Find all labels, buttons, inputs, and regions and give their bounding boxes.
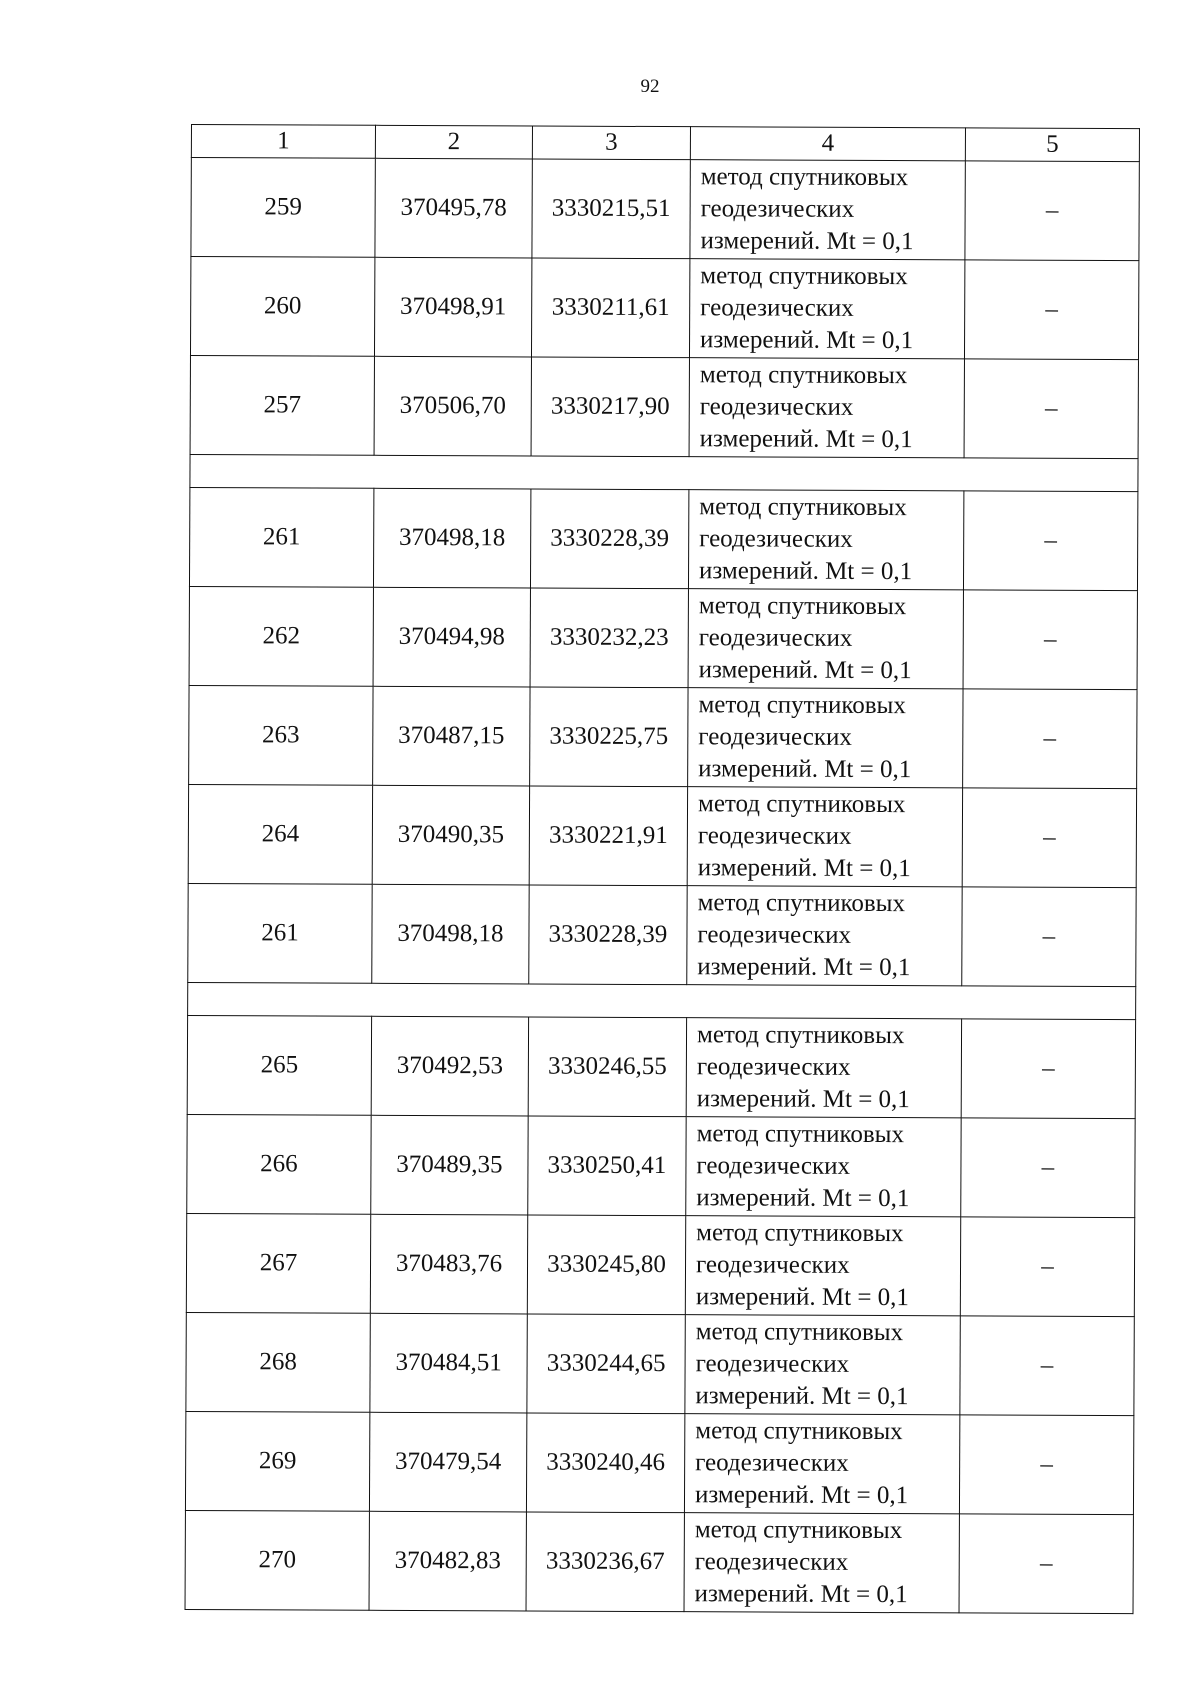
x-coordinate-cell: 370487,15 xyxy=(373,686,530,786)
method-line: геодезических xyxy=(697,921,852,949)
method-line: измерений. Mt = 0,1 xyxy=(695,1283,910,1312)
y-coordinate-cell: 3330244,65 xyxy=(527,1314,685,1414)
method-line: измерений. Mt = 0,1 xyxy=(700,227,914,256)
method-cell xyxy=(684,1414,959,1514)
table-row xyxy=(185,1510,1133,1613)
method-line: метод спутниковых xyxy=(700,262,908,291)
method-line: геодезических xyxy=(695,1251,850,1279)
header-cell-2: 2 xyxy=(375,125,532,159)
point-number-cell: 261 xyxy=(188,883,372,983)
method-line: метод спутниковых xyxy=(695,1318,904,1347)
method-line: геодезических xyxy=(696,1053,851,1081)
method-cell xyxy=(690,160,965,260)
accuracy-cell: – xyxy=(963,590,1137,690)
method-line: измерений. Mt = 0,1 xyxy=(698,656,912,685)
x-coordinate-cell: 370506,70 xyxy=(374,356,531,456)
y-coordinate-cell: 3330246,55 xyxy=(528,1017,686,1117)
method-line: измерений. Mt = 0,1 xyxy=(697,953,911,982)
method-line: измерений. Mt = 0,1 xyxy=(699,425,913,454)
method-cell xyxy=(686,1117,961,1217)
table-row xyxy=(188,784,1136,887)
separator-cell xyxy=(190,454,1138,491)
point-number-cell: 268 xyxy=(186,1312,370,1412)
method-cell xyxy=(688,688,963,788)
table-row xyxy=(189,685,1137,788)
x-coordinate-cell: 370489,35 xyxy=(371,1115,528,1215)
method-line: измерений. Mt = 0,1 xyxy=(694,1580,908,1609)
method-cell xyxy=(687,787,962,887)
table-row xyxy=(186,1213,1134,1316)
method-line: метод спутниковых xyxy=(698,592,907,621)
point-number-cell: 257 xyxy=(190,355,374,455)
accuracy-cell: – xyxy=(964,260,1138,360)
point-number-cell: 261 xyxy=(189,487,373,587)
method-line: геодезических xyxy=(699,393,854,421)
point-number-cell: 265 xyxy=(187,1015,371,1115)
method-line: геодезических xyxy=(700,294,854,322)
table-row xyxy=(190,257,1138,360)
method-line: метод спутниковых xyxy=(700,163,909,192)
point-number-cell: 259 xyxy=(191,158,375,258)
table-row xyxy=(190,355,1138,458)
point-number-cell: 267 xyxy=(186,1213,370,1313)
method-cell xyxy=(685,1315,960,1415)
point-number-cell: 269 xyxy=(185,1411,369,1511)
x-coordinate-cell: 370479,54 xyxy=(369,1412,526,1512)
point-number-cell: 266 xyxy=(187,1114,371,1214)
point-number-cell: 260 xyxy=(190,257,374,357)
y-coordinate-cell: 3330225,75 xyxy=(530,687,688,787)
page-number: 92 xyxy=(640,76,660,97)
table-row xyxy=(187,1015,1135,1118)
separator-cell xyxy=(188,982,1136,1019)
method-line: измерений. Mt = 0,1 xyxy=(695,1382,909,1411)
method-cell xyxy=(689,259,964,359)
y-coordinate-cell: 3330245,80 xyxy=(527,1215,685,1315)
method-line: измерений. Mt = 0,1 xyxy=(698,755,912,784)
table-row xyxy=(187,1114,1135,1217)
accuracy-cell: – xyxy=(959,1415,1133,1515)
coordinates-table xyxy=(185,124,1140,1614)
method-cell xyxy=(685,1216,960,1316)
x-coordinate-cell: 370498,91 xyxy=(374,257,531,357)
accuracy-cell: – xyxy=(960,1316,1134,1416)
method-cell xyxy=(687,886,962,986)
x-coordinate-cell: 370498,18 xyxy=(373,488,530,588)
header-cell-3: 3 xyxy=(532,126,690,160)
method-line: геодезических xyxy=(700,195,855,223)
accuracy-cell: – xyxy=(963,491,1137,591)
method-cell xyxy=(689,358,964,458)
accuracy-cell: – xyxy=(965,161,1139,261)
header-cell-4: 4 xyxy=(690,127,965,161)
section-separator-row xyxy=(190,454,1138,491)
method-line: геодезических xyxy=(699,525,853,553)
method-cell xyxy=(684,1513,959,1613)
method-line: метод спутниковых xyxy=(695,1417,903,1446)
method-line: геодезических xyxy=(697,822,852,850)
method-cell xyxy=(686,1018,961,1118)
method-line: геодезических xyxy=(694,1548,849,1576)
method-line: геодезических xyxy=(695,1449,849,1477)
x-coordinate-cell: 370490,35 xyxy=(372,785,529,885)
y-coordinate-cell: 3330215,51 xyxy=(532,159,690,259)
y-coordinate-cell: 3330240,46 xyxy=(526,1413,684,1513)
x-coordinate-cell: 370492,53 xyxy=(371,1016,528,1116)
table-row xyxy=(191,158,1139,261)
table-row xyxy=(185,1411,1133,1514)
accuracy-cell: – xyxy=(963,689,1137,789)
point-number-cell: 264 xyxy=(188,784,372,884)
method-line: метод спутниковых xyxy=(696,1021,905,1050)
accuracy-cell: – xyxy=(962,887,1136,987)
table-header-row xyxy=(191,125,1139,162)
x-coordinate-cell: 370494,98 xyxy=(373,587,530,687)
method-line: измерений. Mt = 0,1 xyxy=(697,854,911,883)
section-separator-row xyxy=(188,982,1136,1019)
y-coordinate-cell: 3330217,90 xyxy=(531,357,689,457)
method-line: измерений. Mt = 0,1 xyxy=(700,326,914,355)
accuracy-cell: – xyxy=(959,1514,1133,1614)
table-row xyxy=(189,586,1137,689)
point-number-cell: 270 xyxy=(185,1510,369,1610)
method-cell xyxy=(688,589,963,689)
method-line: метод спутниковых xyxy=(696,1219,904,1248)
method-line: метод спутниковых xyxy=(698,691,906,720)
method-line: метод спутниковых xyxy=(696,1120,905,1149)
method-line: геодезических xyxy=(695,1350,850,1378)
y-coordinate-cell: 3330232,23 xyxy=(530,588,688,688)
method-line: метод спутниковых xyxy=(699,493,907,522)
method-line: геодезических xyxy=(698,624,853,652)
x-coordinate-cell: 370498,18 xyxy=(372,884,529,984)
accuracy-cell: – xyxy=(962,788,1136,888)
method-line: метод спутниковых xyxy=(699,361,908,390)
method-line: измерений. Mt = 0,1 xyxy=(696,1085,910,1114)
x-coordinate-cell: 370484,51 xyxy=(370,1313,527,1413)
accuracy-cell: – xyxy=(961,1118,1135,1218)
y-coordinate-cell: 3330211,61 xyxy=(531,258,689,358)
method-line: измерений. Mt = 0,1 xyxy=(694,1481,909,1510)
y-coordinate-cell: 3330236,67 xyxy=(526,1512,684,1612)
header-cell-5: 5 xyxy=(965,128,1139,162)
method-line: метод спутниковых xyxy=(694,1516,903,1545)
header-cell-1: 1 xyxy=(191,125,375,159)
coordinates-table-body xyxy=(185,125,1139,1614)
method-line: измерений. Mt = 0,1 xyxy=(698,557,913,586)
y-coordinate-cell: 3330221,91 xyxy=(529,786,687,886)
x-coordinate-cell: 370483,76 xyxy=(370,1214,527,1314)
method-line: геодезических xyxy=(698,723,852,751)
table-row xyxy=(188,883,1136,986)
y-coordinate-cell: 3330228,39 xyxy=(529,885,687,985)
accuracy-cell: – xyxy=(960,1217,1134,1317)
y-coordinate-cell: 3330228,39 xyxy=(530,489,688,589)
method-line: метод спутниковых xyxy=(697,889,906,918)
point-number-cell: 263 xyxy=(189,685,373,785)
y-coordinate-cell: 3330250,41 xyxy=(528,1116,686,1216)
method-cell xyxy=(688,490,963,590)
accuracy-cell: – xyxy=(964,359,1138,459)
accuracy-cell: – xyxy=(961,1019,1135,1119)
method-line: метод спутниковых xyxy=(697,790,906,819)
x-coordinate-cell: 370495,78 xyxy=(375,158,532,258)
method-line: геодезических xyxy=(696,1152,851,1180)
x-coordinate-cell: 370482,83 xyxy=(369,1511,526,1611)
table-row xyxy=(186,1312,1134,1415)
table-row xyxy=(189,487,1137,590)
method-line: измерений. Mt = 0,1 xyxy=(696,1184,910,1213)
point-number-cell: 262 xyxy=(189,586,373,686)
